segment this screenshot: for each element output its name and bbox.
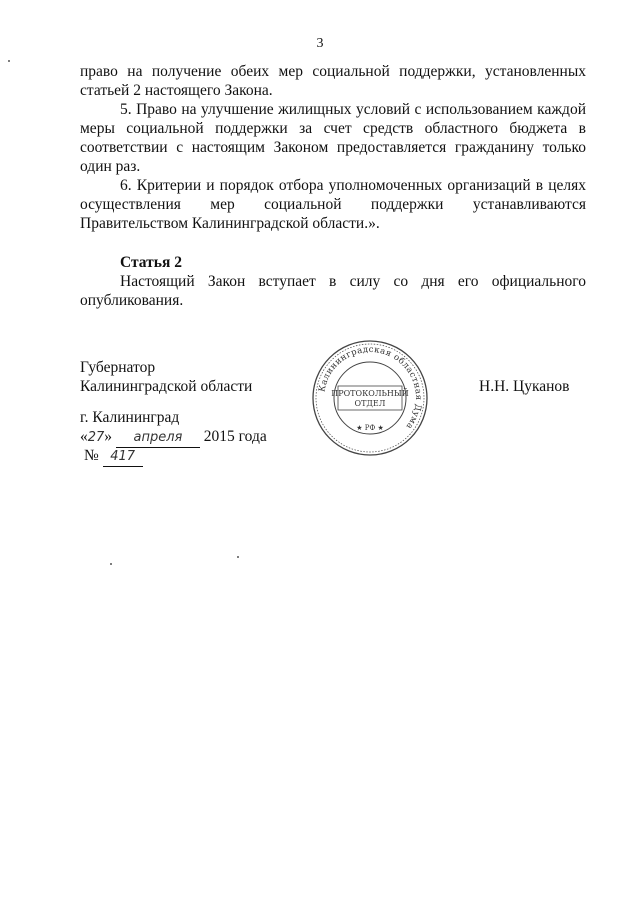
document-body: [80, 62, 586, 310]
page-number: 3: [316, 36, 324, 51]
official-stamp: [310, 338, 430, 458]
stamp-inner-line2: ОТДЕЛ: [354, 399, 386, 408]
stamp-bottom-text: ★ РФ ★: [356, 424, 384, 432]
number-line: [84, 446, 143, 467]
stamp-seal-graphic: [310, 338, 430, 458]
scan-speck: [237, 556, 239, 558]
stamp-outer-text: Калининградская областная Дума: [317, 344, 424, 431]
number-field: [103, 446, 143, 467]
signatory-name: Н.Н. Цуканов: [479, 378, 570, 395]
document-number: 417: [110, 449, 136, 464]
scan-speck: [110, 563, 112, 565]
date-open-quote: «: [80, 428, 88, 445]
date-day: 27: [87, 430, 105, 445]
number-sign: №: [84, 447, 99, 464]
scan-speck: [8, 60, 10, 62]
date-line: [80, 427, 267, 448]
paragraph-5: 5. Право на улучшение жилищных условий с использованием каждой меры социальной поддержки за счет средств областного бюджета в соответствии с настоящим Законом предоставляется гражданину только один раз.: [80, 101, 586, 175]
date-year: 2015 года: [203, 428, 267, 445]
article-text: Настоящий Закон вступает в силу со дня его официального опубликования.: [80, 273, 586, 309]
signatory-title-line2: Калининградской области: [80, 378, 253, 395]
city: г. Калининград: [80, 409, 180, 426]
svg-text:Калининградская областная Дума: [317, 345, 423, 431]
paragraph-continued: право на получение обеих мер социальной поддержки, установленных статьей 2 настоящего Закона.: [80, 63, 586, 99]
article-heading: Статья 2: [120, 254, 182, 271]
signatory-title-line1: Губернатор: [80, 359, 156, 376]
stamp-inner-line1: ПРОТОКОЛЬНЫЙ: [331, 389, 409, 398]
date-month: апреля: [133, 430, 183, 445]
date-close-quote: »: [104, 428, 113, 445]
date-month-field: [116, 427, 200, 448]
paragraph-6: 6. Критерии и порядок отбора уполномоченных организаций в целях осуществления мер социальной поддержки устанавливаются Правительством Калининградской области.».: [80, 177, 586, 232]
